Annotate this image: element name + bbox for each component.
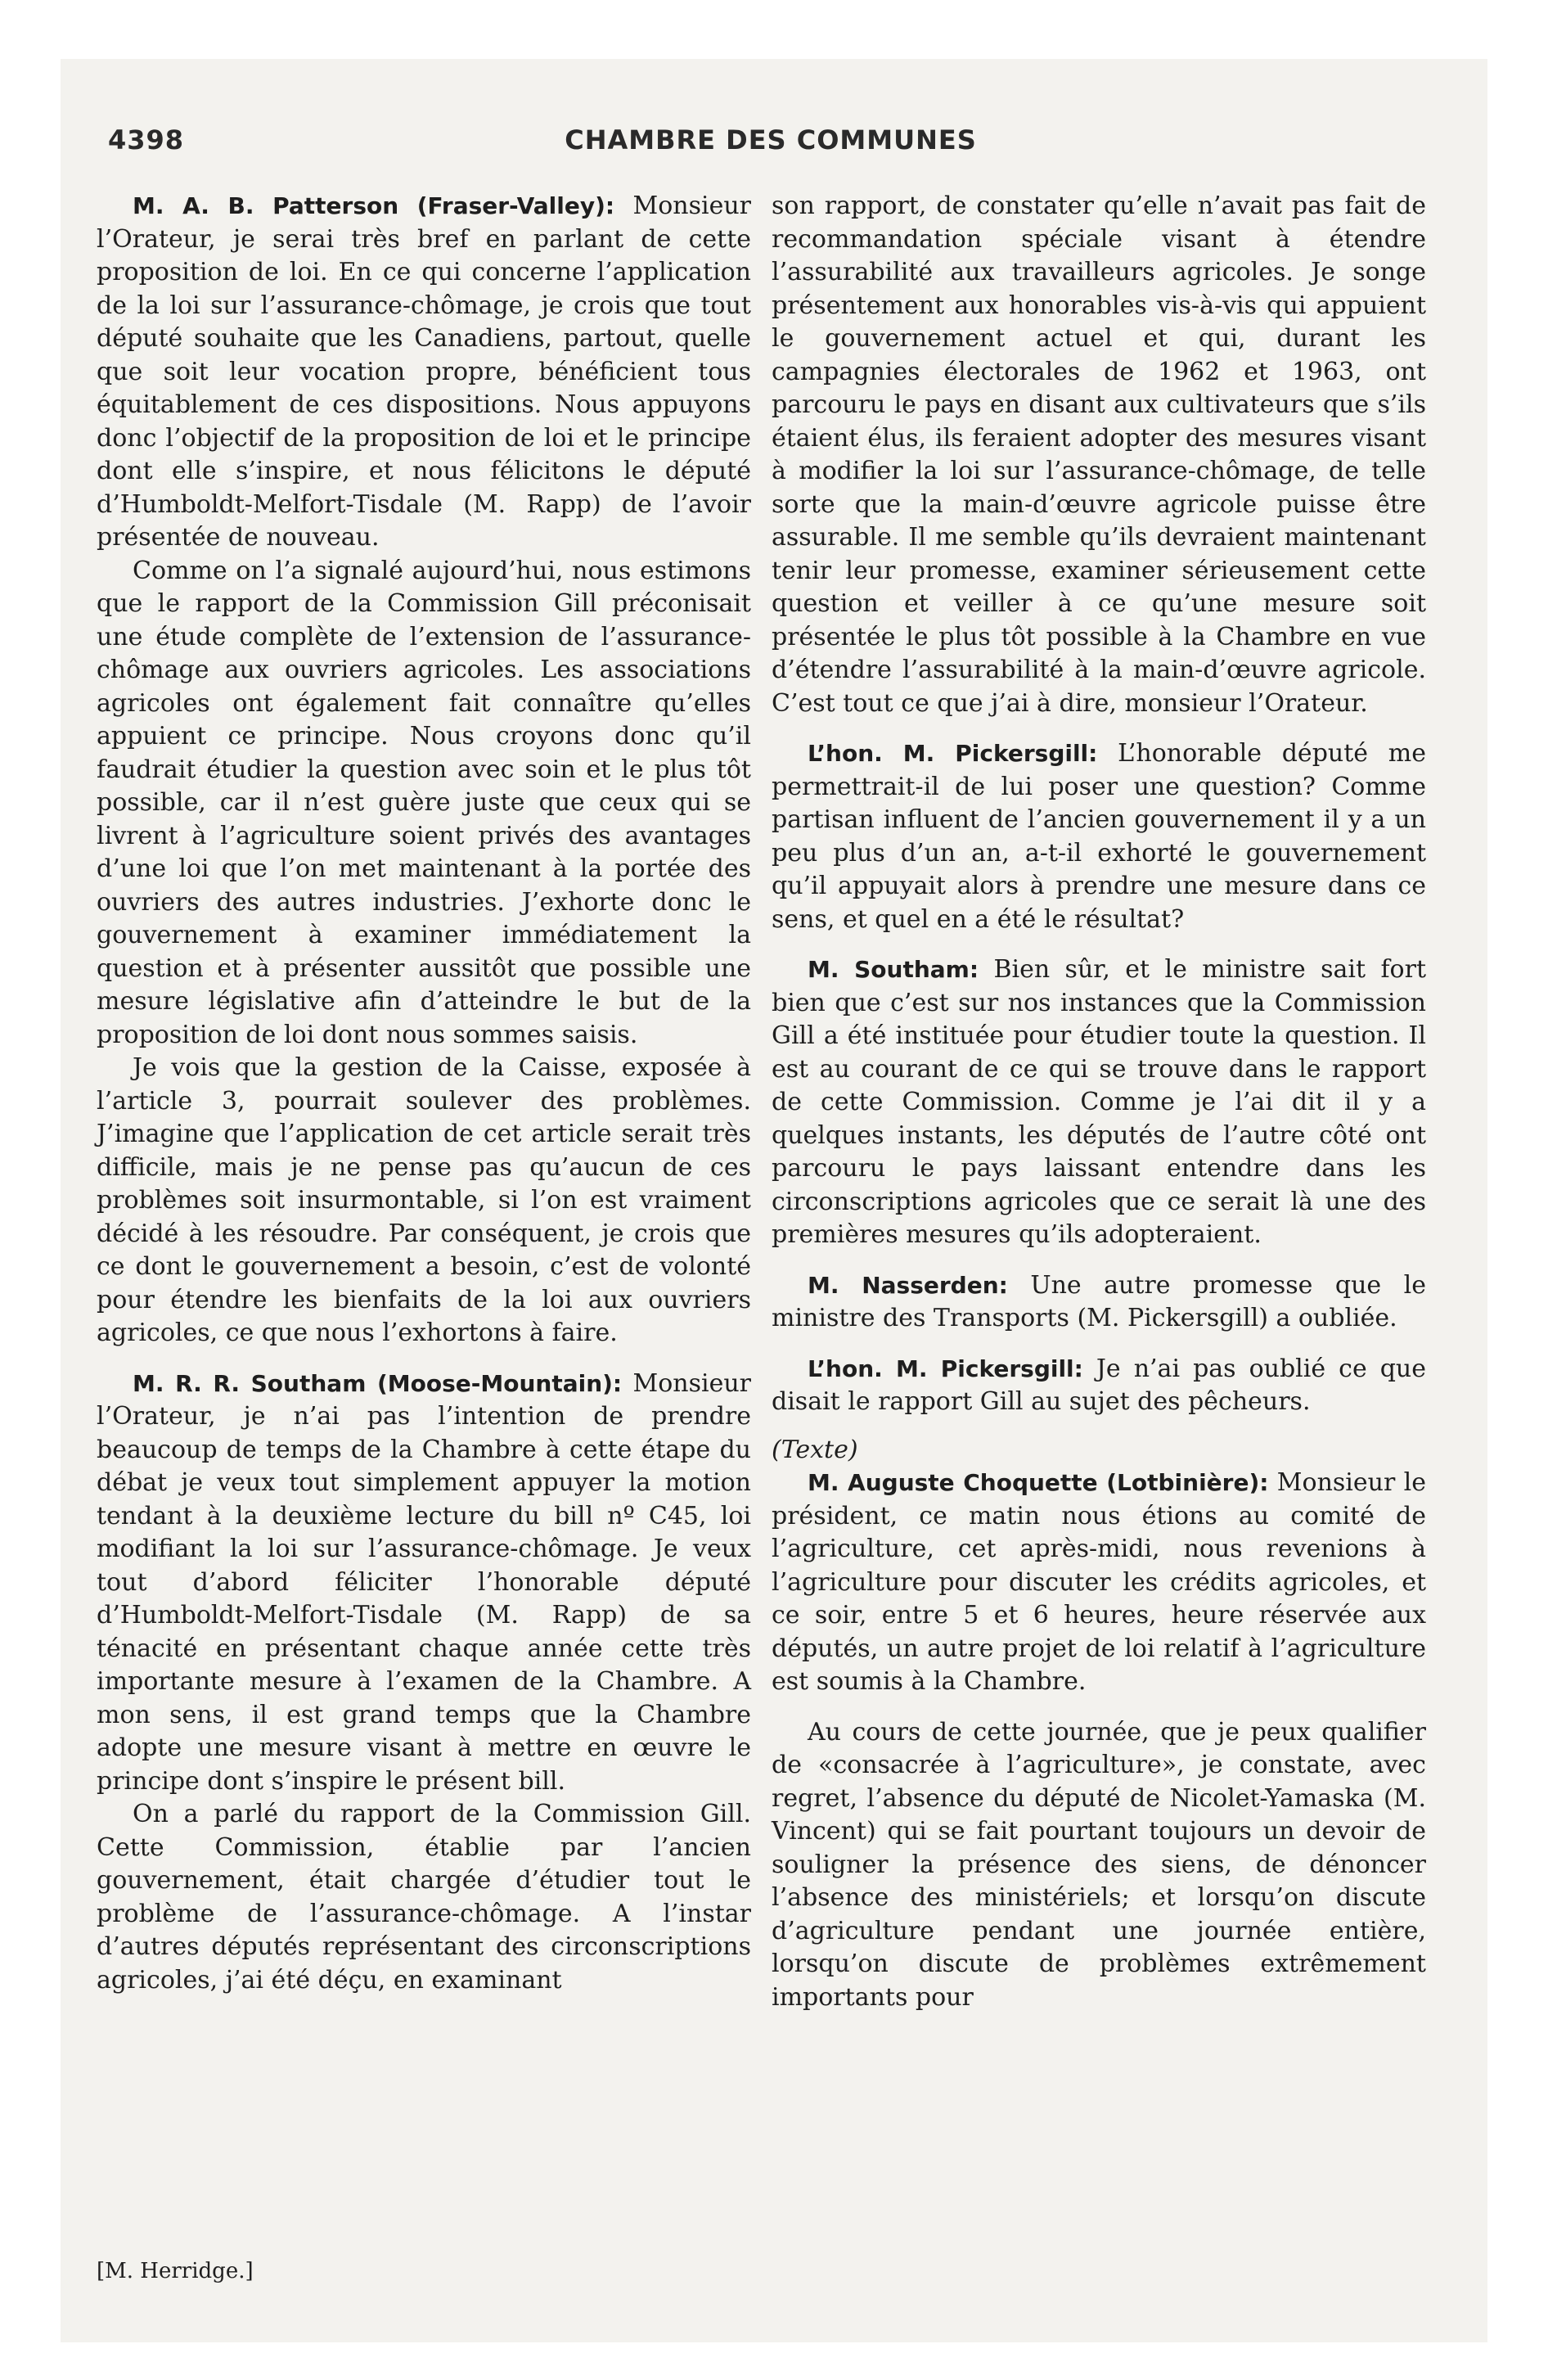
paragraph: Je vois que la gestion de la Caisse, exposée à l’article 3, pourrait soulever des problèmes. J’imagine que l’application de cet article serait très difficile, mais je ne pense pas qu’aucun de ces problèmes soit insurmontable, si l’on est vraiment décidé à les résoudre. Par conséquent, je crois que ce dont le gouvernement a besoin, c’est de volonté pour étendre les bienfaits de la loi aux ouvriers agricoles, ce que nous l’exhortons à faire. xyxy=(97,1053,751,1347)
footer-note: [M. Herridge.] xyxy=(97,2259,254,2283)
page-header xyxy=(108,124,1433,174)
speaker-name: M. Southam: xyxy=(808,956,979,983)
speech-text: Monsieur l’Orateur, je n’ai pas l’intention de prendre beaucoup de temps de la Chambre à cette étape du débat je veux tout simplement appuyer la motion tendant à la deuxième lecture du bill nº C45, loi modifiant la loi sur l’assurance-chômage. Je veux tout d’abord féliciter l’honorable député d’Humboldt-Melfort-Tisdale (M. Rapp) de sa ténacité en présentant chaque année cette très importante mesure à l’examen de la Chambre. A mon sens, il est grand temps que la Chambre adopte une mesure visant à mettre en œuvre le principe dont s’inspire le présent bill. xyxy=(97,1368,751,1796)
speech-text: L’honorable député me permettrait-il de lui poser une question? Comme partisan influent de l’ancien gouvernement il y a un peu plus d’un an, a-t-il exhorté le gouvernement qu’il appuyait alors à prendre une mesure dans ce sens, et quel en a été le résultat? xyxy=(772,739,1427,934)
speaker-name: L’hon. M. Pickersgill: xyxy=(808,740,1098,767)
speech-choquette xyxy=(772,1467,1426,1699)
paragraph: son rapport, de constater qu’elle n’avait pas fait de recommandation spéciale visant à étendre l’assurabilité aux travailleurs agricoles. Je songe présentement aux honorables vis-à-vis qui appuient le gouvernement actuel et qui, durant les campagnies électorales de 1962 et 1963, ont parcouru le pays en disant aux cultivateurs que s’ils étaient élus, ils feraient adopter des mesures visant à modifier la loi sur l’assurance-chômage, de telle sorte que la main-d’œuvre agricole puisse être assurable. Il me semble qu’ils devraient maintenant tenir leur promesse, examiner sérieusement cette question et veiller à ce qu’une mesure soit présentée le plus tôt possible à la Chambre en vue d’étendre l’assurabilité à la main-d’œuvre agricole. C’est tout ce que j’ai à dire, monsieur l’Orateur. xyxy=(772,192,1426,718)
speech-southam xyxy=(97,1368,751,1799)
paragraph: Comme on l’a signalé aujourd’hui, nous estimons que le rapport de la Commission Gill préconisait une étude complète de l’extension de l’assurance-chômage aux ouvriers agricoles. Les associations agricoles ont également fait connaître qu’elles appuient ce principe. Nous croyons donc qu’il faudrait étudier la question avec soin et le plus tôt possible, car il n’est guère juste que ceux qui se livrent à l’agriculture soient privés des avantages d’une loi que l’on met maintenant à la portée des ouvriers des autres industries. J’exhorte donc le gouvernement à examiner immédiatement la question et à présenter aussitôt que possible une mesure législative afin d’atteindre le but de la proposition de loi dont nous sommes saisis. xyxy=(97,556,751,1049)
speaker-name: M. Auguste Choquette (Lotbinière): xyxy=(808,1469,1269,1496)
left-column xyxy=(97,190,751,1997)
speech-nasserden xyxy=(772,1269,1426,1336)
speech-pickersgill xyxy=(772,737,1426,936)
right-column xyxy=(772,190,1426,2014)
speaker-name: L’hon. M. Pickersgill: xyxy=(808,1355,1083,1382)
running-title: CHAMBRE DES COMMUNES xyxy=(565,124,977,156)
paragraph: Au cours de cette journée, que je peux qualifier de «consacrée à l’agriculture», je constate, avec regret, l’absence du député de Nicolet-Yamaska (M. Vincent) qui se fait pourtant toujours un devoir de souligner la présence des siens, de dénoncer l’absence des ministériels; et lorsqu’on discute d’agriculture pendant une journée entière, lorsqu’on discute de problèmes extrêmement importants pour xyxy=(772,1717,1426,2012)
speaker-name: M. A. B. Patterson (Fraser-Valley): xyxy=(133,192,615,219)
paragraph: On a parlé du rapport de la Commission Gill. Cette Commission, établie par l’ancien gouvernement, était chargée d’étudier tout le problème de l’assurance-chômage. A l’instar d’autres députés représentant des circonscriptions agricoles, j’ai été déçu, en examinant xyxy=(97,1800,751,1995)
speech-text: Je n’ai pas oublié ce que disait le rapport Gill au sujet des pêcheurs. xyxy=(772,1354,1427,1416)
speaker-name: M. R. R. Southam (Moose-Mountain): xyxy=(133,1369,623,1397)
language-note: (Texte) xyxy=(772,1435,858,1464)
document-page xyxy=(61,59,1487,2342)
speech-southam-reply xyxy=(772,953,1426,1252)
speaker-name: M. Nasserden: xyxy=(808,1271,1008,1299)
speech-patterson xyxy=(97,190,751,555)
speech-text: Monsieur l’Orateur, je serai très bref en parlant de cette proposition de loi. En ce qui concerne l’application de la loi sur l’assurance-chômage, je crois que tout député souhaite que les Canadiens, partout, quelle que soit leur vocation propre, bénéficient tous équitablement de ces dispositions. Nous appuyons donc l’objectif de la proposition de loi et le principe dont elle s’inspire, et nous félicitons le député d’Humboldt-Melfort-Tisdale (M. Rapp) de l’avoir présentée de nouveau. xyxy=(97,192,751,552)
speech-text: Monsieur le président, ce matin nous étions au comité de l’agriculture, cet après-midi, nous revenions à l’agriculture pour discuter les crédits agricoles, et ce soir, entre 5 et 6 heures, heure réservée aux députés, un autre projet de loi relatif à l’agriculture est soumis à la Chambre. xyxy=(772,1468,1426,1696)
speech-pickersgill-2 xyxy=(772,1353,1426,1419)
page-number: 4398 xyxy=(108,124,185,156)
speech-text: Bien sûr, et le ministre sait fort bien que c’est sur nos instances que la Commission Gill a été instituée pour étudier toute la question. Il est au courant de ce qui se trouve dans le rapport de cette Commission. Comme je l’ai dit il y a quelques instants, les députés de l’autre côté ont parcouru le pays laissant entendre dans les circonscriptions agricoles que ce serait là une des premières mesures qu’ils adopteraient. xyxy=(772,955,1427,1249)
speech-text: Une autre promesse que le ministre des Transports (M. Pickersgill) a oubliée. xyxy=(772,1270,1426,1332)
